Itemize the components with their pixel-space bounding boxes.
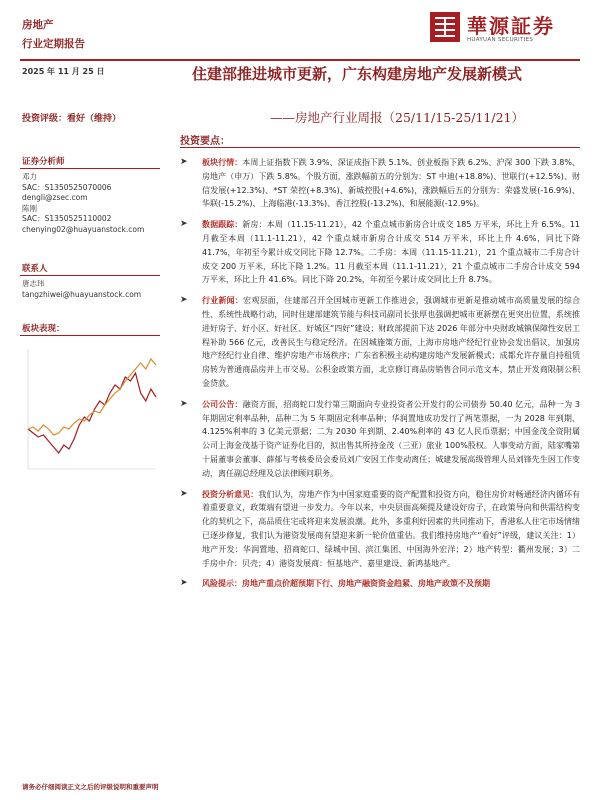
arrow-icon: ➤ xyxy=(180,578,188,589)
bullet-label: 板块行情： xyxy=(202,158,243,167)
bullet-data xyxy=(180,218,580,287)
analyst-line: dengli@zsec.com xyxy=(22,193,88,202)
arrow-icon: ➤ xyxy=(180,157,188,167)
chart-divider xyxy=(20,335,160,336)
rating-value: 看好（维持） xyxy=(67,114,122,124)
header-divider xyxy=(20,59,580,61)
report-subtitle: ——房地产行业周报（25/11/15-25/11/21） xyxy=(270,110,525,125)
arrow-icon: ➤ xyxy=(180,295,188,306)
bullet-news xyxy=(180,294,580,391)
report-date: 2025 年 11 月 25 日 xyxy=(22,67,105,76)
rating-label: 投资评级： xyxy=(22,114,68,124)
key-points-heading: 投资要点： xyxy=(180,136,230,147)
bullet-text: 房地产重点价超预期下行、房地产融资资金趋紧、房地产政策不及预期 xyxy=(242,579,490,589)
bullet-label: 行业新闻： xyxy=(202,296,244,306)
bullet-label: 风险提示： xyxy=(202,579,242,589)
bullet-text: 我们认为，房地产作为中国家庭重要的资产配置和投资方向，稳住房价对畅通经济内循环有着重要意义，政策端有望进一步发力。今年以来，中央层面高频提及建设好房子，在政策导向和供需结构变化的契机之下，高品质住宅或将迎来发展浪潮。此外，多重利好因素的共同推动下，香港私人住宅市场情绪已逐步修复，我们认为港资发展商有望迎来新一轮价值重估。我们维持房地产“看好”评级，建议关注：1）地产开发：华润置地、招商蛇口、绿城中国、滨江集团、中国海外宏洋；2）地产转型：衢州发展；3）二手房中介：贝壳；4）港资发展商：恒基地产、嘉里建设、新鸿基地产。 xyxy=(202,489,581,568)
contact-line: 唐志玮 xyxy=(22,279,45,288)
arrow-icon: ➤ xyxy=(180,219,188,230)
bullet-label: 投资分析意见： xyxy=(202,489,259,499)
analysts-list xyxy=(22,172,144,235)
footer-disclaimer: 请务必仔细阅读正文之后的评级说明和重要声明 xyxy=(22,783,159,791)
bullet-text: 宏观层面，住建部召开全国城市更新工作推进会，强调城市更新是推动城市高质量发展的综合性、系统性战略行动，同时住建部建筑节能与科技司副司长张厚也强调把城市更新摆在更突出位置，系统推进好房子、好小区、好社区、好城区“四好”建设；财政部提前下达 2026 年部分中央财政城镇保障性安居工程补助 566 亿元，改善民生与稳定经济。在因城施策方面，上海市房地产经纪行业协会发出倡议，加强房地产经纪行业自律、维护房地产市场秩序；广东省积极主动构建房地产发展新模式；成都允许存量自持租赁房转为普通商品房并上市交易。公积金政策方面，北京修订商品房销售合同示范文本，禁止开发商限制公积金贷款。 xyxy=(202,296,581,388)
bullet-investment xyxy=(180,488,580,571)
analyst-line: chenying02@huayuanstock.com xyxy=(22,224,145,234)
analysts-heading: 证券分析师 xyxy=(22,157,65,167)
bullet-text: 新房：本周（11.15-11.21），42 个重点城市新房合计成交 185 万平米，环比上升 6.5%。11 月截至本周（11.1-11.21），42 个重点城市新房合计成交 514 万平米，环比上升 4.6%，同比下降 41.7%，年初至今累计成交同比下降 12.7%。二手房：本周（11.15-11.21），21 个重点城市二手房合计成交 200 万平米，环比下降 1.2%。11 月截至本周（11.1-11.21），21 个重点城市二手房合计成交 594 万平米，环比上升 41.6%。同比下降 20.2%，年初至今累计成交同比上升 8.7%。 xyxy=(202,220,580,285)
arrow-icon: ➤ xyxy=(180,488,188,499)
key-points-list xyxy=(180,156,580,598)
analyst-line: 邓力 xyxy=(22,172,37,181)
contact-heading: 联系人 xyxy=(22,264,48,274)
bullet-risk xyxy=(180,577,580,591)
bullet-market xyxy=(180,156,580,211)
bullet-text: 本周上证指数下跌 3.9%、深证成指下跌 5.1%、创业板指下跌 6.2%、沪深 300 下跌 3.8%、房地产（申万）下跌 5.8%。个股方面，涨跌幅前五的分别为：ST 中迪(+18.8%)、世联行(+12.5%)、财信发展(+12.3%)、*ST 荣控(+8.3%)、新城控股(+4.6%)，涨跌幅后五的分别为：荣盛发展(-16.9%)、华联(-15.2%)、上海临港(-13.3%)、香江控股(-13.2%)、和展能源(-12.9%)。 xyxy=(202,158,581,209)
arrow-icon: ➤ xyxy=(180,398,188,409)
analysts-divider xyxy=(20,168,160,169)
contact-list xyxy=(22,279,141,300)
report-type-label: 行业定期报告 xyxy=(22,38,85,50)
bullet-text: 融资方面，招商蛇口发行第三期面向专业投资者公开发行的公司债券 50.40 亿元，品种一为 3 年期固定利率品种，品种二为 5 年期固定利率品种；华润置地成功发行了两笔票据，一为 2028 年到期、4.125%利率的 3 亿美元票据；二为 2030 年到期、2.40%利率的 43 亿人民币票据；中国金茂全资附属公司上海金茂基于资产证券化目的，拟出售其所持金茂（三亚）旅业 100%股权。人事变动方面，陆家嘴第十届董事会董事、薛郁与考核委员会委员刘广安因工作变动离任；城建发展高级管理人员刘锋先生因工作变动，离任副总经理及总法律顾问职务。 xyxy=(202,399,581,478)
bullet-label: 数据跟踪： xyxy=(202,220,243,230)
bullet-announcements xyxy=(180,398,580,481)
investment-rating xyxy=(22,111,121,124)
sector-performance-chart xyxy=(20,344,160,474)
page-title: 住建部推进城市更新，广东构建房地产发展新模式 xyxy=(192,65,523,83)
analyst-line: 陈刚 xyxy=(22,203,37,213)
bullet-label: 公司公告： xyxy=(202,399,243,409)
logo-name: 華源証券 xyxy=(467,14,555,38)
contact-line: tangzhiwei@huayuanstock.com xyxy=(22,289,142,299)
logo-seal-icon xyxy=(430,12,460,42)
logo-subtitle: HUAYUAN SECURITIES xyxy=(467,37,534,43)
report-category-block xyxy=(22,16,85,54)
analyst-line: SAC：S1350525070006 xyxy=(22,182,112,192)
chart-heading: 板块表现： xyxy=(22,324,65,334)
category-label: 房地产 xyxy=(22,19,54,31)
series-line-index xyxy=(28,359,156,435)
key-points-divider xyxy=(180,147,580,148)
analyst-line: SAC：S1350525110002 xyxy=(22,214,112,223)
contact-divider xyxy=(20,275,160,276)
brand-logo xyxy=(430,10,580,50)
